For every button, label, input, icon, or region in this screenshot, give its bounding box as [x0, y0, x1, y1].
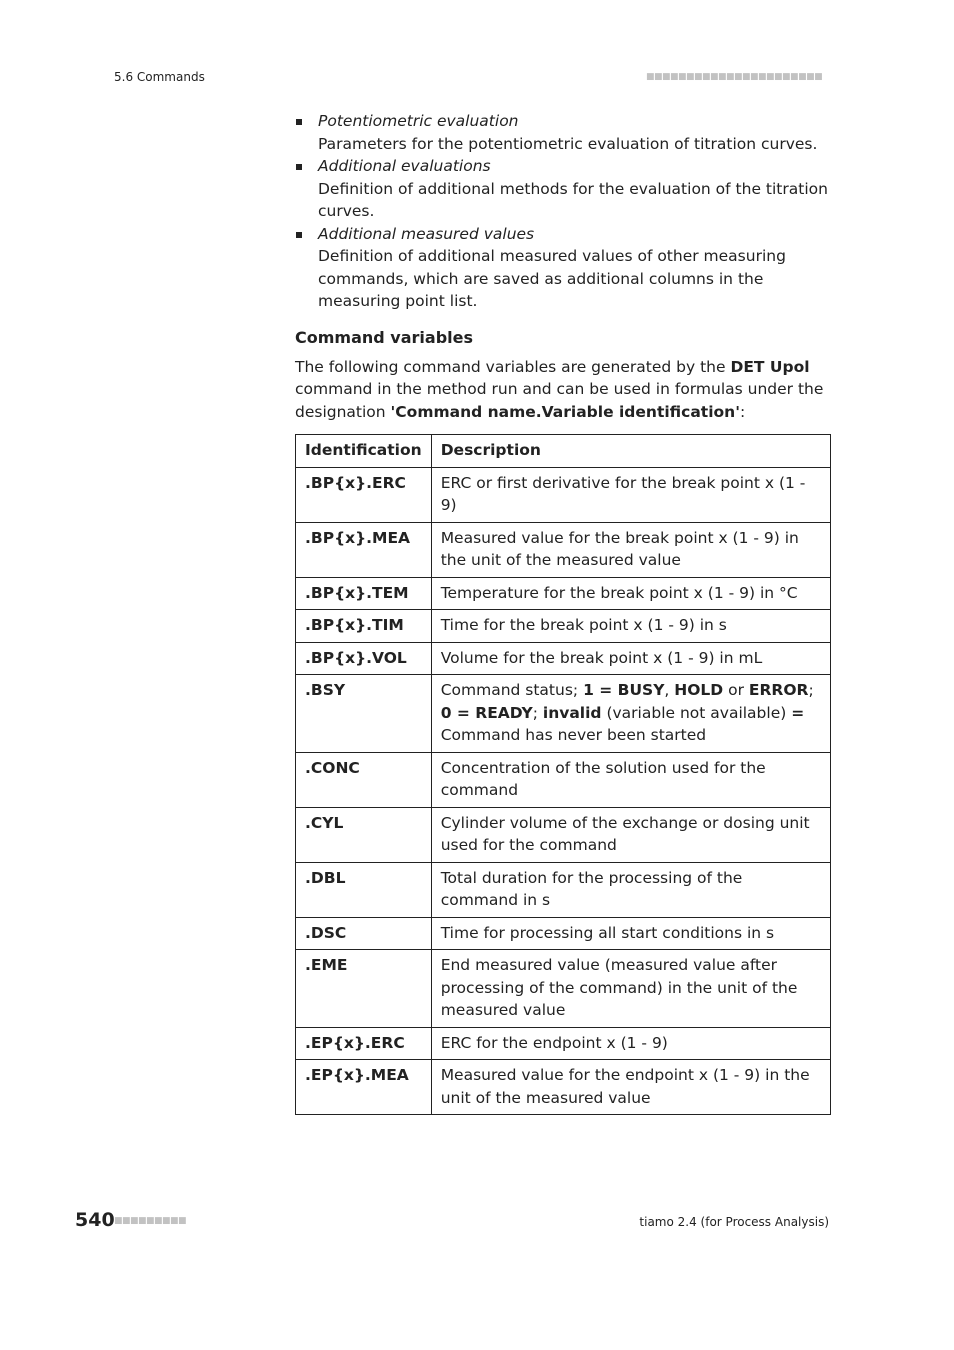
desc-text: Command status; — [440, 681, 584, 699]
command-variables-table — [295, 434, 831, 1115]
list-item-term: Additional measured values — [318, 224, 535, 243]
table-row — [296, 577, 831, 610]
table-row — [296, 917, 831, 950]
column-header-description: Description — [431, 435, 830, 468]
desc-bold: HOLD — [674, 681, 724, 699]
table-row — [296, 522, 831, 577]
variable-description: Volume for the break point x (1 - 9) in mL — [431, 642, 830, 675]
variable-id: .CYL — [296, 807, 432, 862]
list-item — [295, 110, 831, 155]
variable-description: Total duration for the processing of the command in s — [431, 862, 830, 917]
variable-description: ERC or first derivative for the break point x (1 - 9) — [431, 467, 830, 522]
intro-command-name: DET Upol — [730, 357, 810, 376]
section-heading: Command variables — [295, 327, 473, 347]
variable-id: .EP{x}.MEA — [296, 1060, 432, 1115]
variable-description: Cylinder volume of the exchange or dosing unit used for the command — [431, 807, 830, 862]
variable-id: .BP{x}.ERC — [296, 467, 432, 522]
bullet-list — [295, 110, 831, 313]
variable-id: .CONC — [296, 752, 432, 807]
table-header-row — [296, 435, 831, 468]
variable-description: Measured value for the endpoint x (1 - 9) in the unit of the measured value — [431, 1060, 830, 1115]
desc-text: (variable not available) — [601, 703, 792, 722]
variable-id: .EP{x}.ERC — [296, 1027, 432, 1060]
desc-bold: = — [791, 703, 805, 722]
variable-id: .BSY — [296, 675, 432, 753]
list-item — [295, 223, 831, 313]
column-header-identification: Identification — [296, 435, 432, 468]
list-item-description: Definition of additional methods for the evaluation of the titration curves. — [318, 179, 828, 220]
table-row — [296, 675, 831, 753]
table-row — [296, 862, 831, 917]
intro-text: The following command variables are generated by the — [295, 357, 731, 376]
footer-decoration: ■■■■■■■■■ — [114, 1216, 187, 1226]
variable-id: .DBL — [296, 862, 432, 917]
desc-text: Command has never been started — [440, 726, 707, 744]
desc-bold: invalid — [542, 703, 602, 722]
table-row — [296, 1027, 831, 1060]
desc-bold: 0 = READY — [440, 703, 533, 722]
desc-text: or — [723, 681, 749, 699]
table-row — [296, 610, 831, 643]
table-row — [296, 950, 831, 1028]
variable-id: .BP{x}.MEA — [296, 522, 432, 577]
variable-id: .BP{x}.TEM — [296, 577, 432, 610]
table-row — [296, 642, 831, 675]
variable-description: End measured value (measured value after processing of the command) in the unit of the measured value — [431, 950, 830, 1028]
desc-text: ; — [808, 681, 814, 699]
desc-bold: ERROR — [748, 681, 809, 699]
variable-id: .EME — [296, 950, 432, 1028]
desc-bold: 1 = BUSY — [583, 681, 665, 699]
variable-description: Temperature for the break point x (1 - 9) in °C — [431, 577, 830, 610]
intro-paragraph — [295, 356, 831, 424]
variable-id: .BP{x}.VOL — [296, 642, 432, 675]
variable-description: Concentration of the solution used for the command — [431, 752, 830, 807]
table-row — [296, 467, 831, 522]
variable-description — [431, 675, 830, 753]
intro-designation: 'Command name.Variable identification' — [390, 402, 740, 421]
variable-id: .BP{x}.TIM — [296, 610, 432, 643]
page-number: 540 — [75, 1209, 115, 1231]
variable-id: .DSC — [296, 917, 432, 950]
running-header-section: 5.6 Commands — [114, 70, 205, 84]
table-row — [296, 807, 831, 862]
variable-description: Time for processing all start conditions in s — [431, 917, 830, 950]
desc-text: , — [664, 681, 675, 699]
variable-description: ERC for the endpoint x (1 - 9) — [431, 1027, 830, 1060]
list-item-description: Parameters for the potentiometric evaluation of titration curves. — [318, 134, 818, 153]
table-row — [296, 752, 831, 807]
bullet-square-icon — [296, 119, 302, 125]
list-item-description: Definition of additional measured values of other measuring commands, which are saved as additional columns in the measuring point list. — [318, 247, 786, 310]
variable-description: Measured value for the break point x (1 - 9) in the unit of the measured value — [431, 522, 830, 577]
bullet-square-icon — [296, 164, 302, 170]
footer-product: tiamo 2.4 (for Process Analysis) — [639, 1215, 829, 1229]
intro-text: : — [739, 402, 746, 421]
desc-text: ; — [532, 703, 543, 722]
list-item — [295, 155, 831, 223]
header-decoration: ■■■■■■■■■■■■■■■■■■■■■■ — [646, 72, 823, 82]
list-item-term: Additional evaluations — [318, 157, 491, 175]
intro-text: command in the method run and can be used in formulas under the designation — [295, 380, 824, 421]
list-item-term: Potentiometric evaluation — [318, 112, 519, 130]
bullet-square-icon — [296, 232, 302, 238]
variable-description: Time for the break point x (1 - 9) in s — [431, 610, 830, 643]
table-row — [296, 1060, 831, 1115]
page-content — [295, 110, 831, 1115]
